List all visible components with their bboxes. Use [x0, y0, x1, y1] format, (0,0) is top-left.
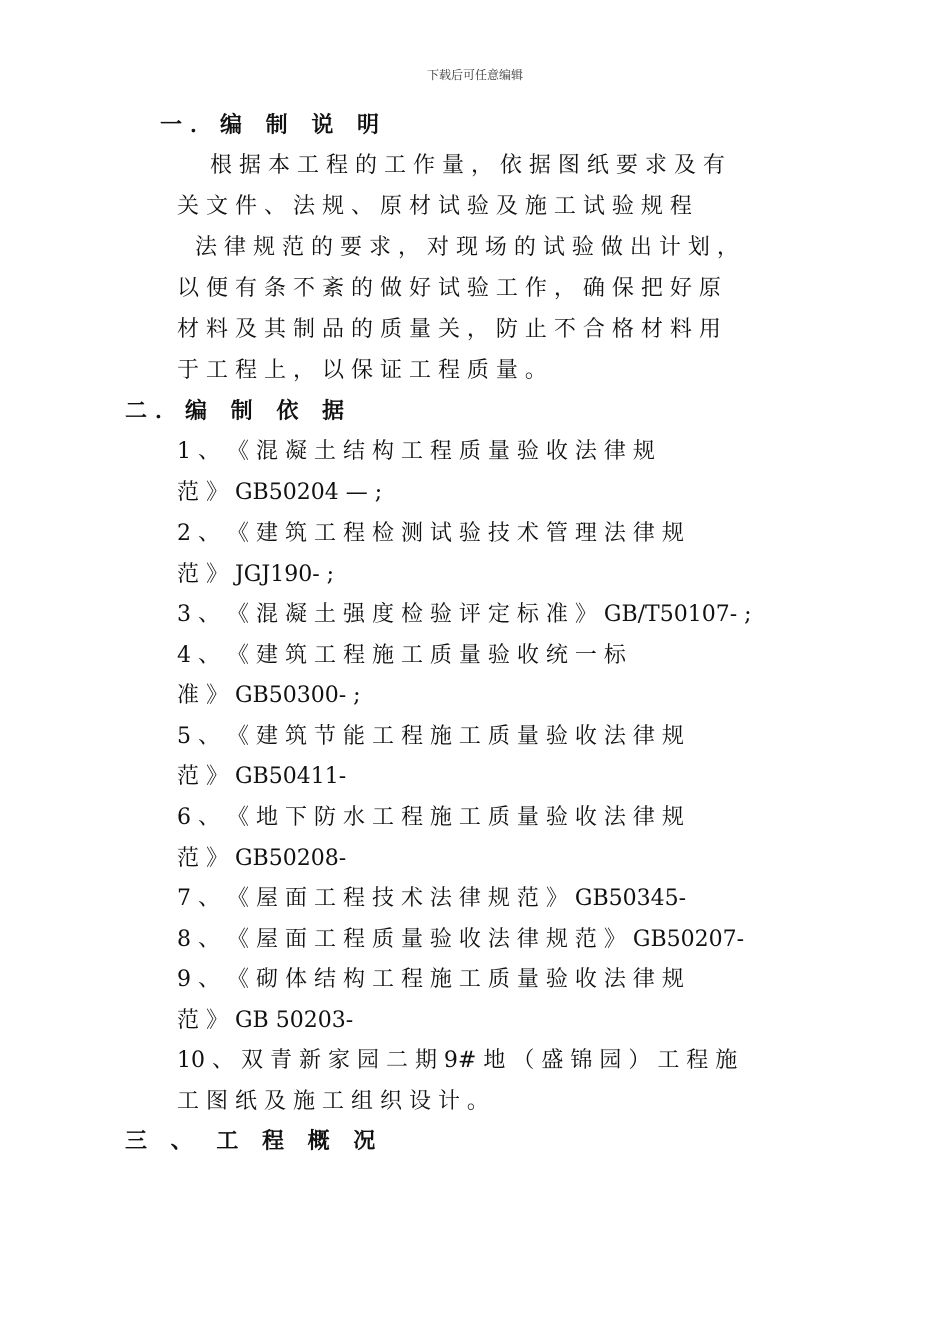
- list-item-line: 2 、 《 建 筑 工 程 检 测 试 验 技 术 管 理 法 律 规: [177, 521, 684, 546]
- list-item-line: 范 》 GB 50203-: [177, 1008, 354, 1033]
- paragraph-line: 法 律 规 范 的 要 求 ， 对 现 场 的 试 验 做 出 计 划 ，: [195, 235, 739, 260]
- list-item-line: 范 》 GB50208-: [177, 846, 347, 871]
- paragraph-line: 关 文 件 、 法 规 、 原 材 试 验 及 施 工 试 验 规 程: [177, 194, 692, 219]
- list-item-line: 5 、 《 建 筑 节 能 工 程 施 工 质 量 验 收 法 律 规: [177, 724, 684, 749]
- section-title-3: 三 、 工 程 概 况: [125, 1129, 384, 1154]
- paragraph-line: 以 便 有 条 不 紊 的 做 好 试 验 工 作 ， 确 保 把 好 原: [177, 276, 721, 301]
- list-item-line: 准 》 GB50300- ;: [177, 683, 361, 708]
- paragraph-line: 于 工 程 上 ， 以 保 证 工 程 质 量 。: [177, 358, 547, 383]
- list-item-line: 10 、 双 青 新 家 园 二 期 9# 地 （ 盛 锦 园 ） 工 程 施: [177, 1048, 738, 1073]
- list-item-line: 6 、 《 地 下 防 水 工 程 施 工 质 量 验 收 法 律 规: [177, 805, 684, 830]
- list-item-line: 1 、 《 混 凝 土 结 构 工 程 质 量 验 收 法 律 规: [177, 439, 655, 464]
- list-item-line: 范 》 JGJ190- ;: [177, 562, 335, 587]
- section-title-2: 二．编 制 依 据: [125, 399, 352, 424]
- paragraph-line: 材 料 及 其 制 品 的 质 量 关 ， 防 止 不 合 格 材 料 用: [177, 317, 721, 342]
- list-item-line: 3 、 《 混 凝 土 强 度 检 验 评 定 标 准 》 GB/T50107- ;: [177, 602, 752, 627]
- list-item-line: 7 、 《 屋 面 工 程 技 术 法 律 规 范 》 GB50345-: [177, 886, 687, 911]
- list-item-line: 9 、 《 砌 体 结 构 工 程 施 工 质 量 验 收 法 律 规: [177, 967, 684, 992]
- list-item-line: 8 、 《 屋 面 工 程 质 量 验 收 法 律 规 范 》 GB50207-: [177, 927, 745, 952]
- header-note: 下载后可任意编辑: [426, 68, 523, 82]
- list-item-line: 4 、 《 建 筑 工 程 施 工 质 量 验 收 统 一 标: [177, 643, 626, 668]
- list-item-line: 范 》 GB50411-: [177, 764, 347, 789]
- list-item-line: 工 图 纸 及 施 工 组 织 设 计 。: [177, 1089, 489, 1114]
- list-item-line: 范 》 GB50204 — ;: [177, 480, 383, 505]
- section-title-1: 一．编 制 说 明: [160, 113, 387, 138]
- paragraph-line: 根 据 本 工 程 的 工 作 量 ， 依 据 图 纸 要 求 及 有: [210, 153, 725, 178]
